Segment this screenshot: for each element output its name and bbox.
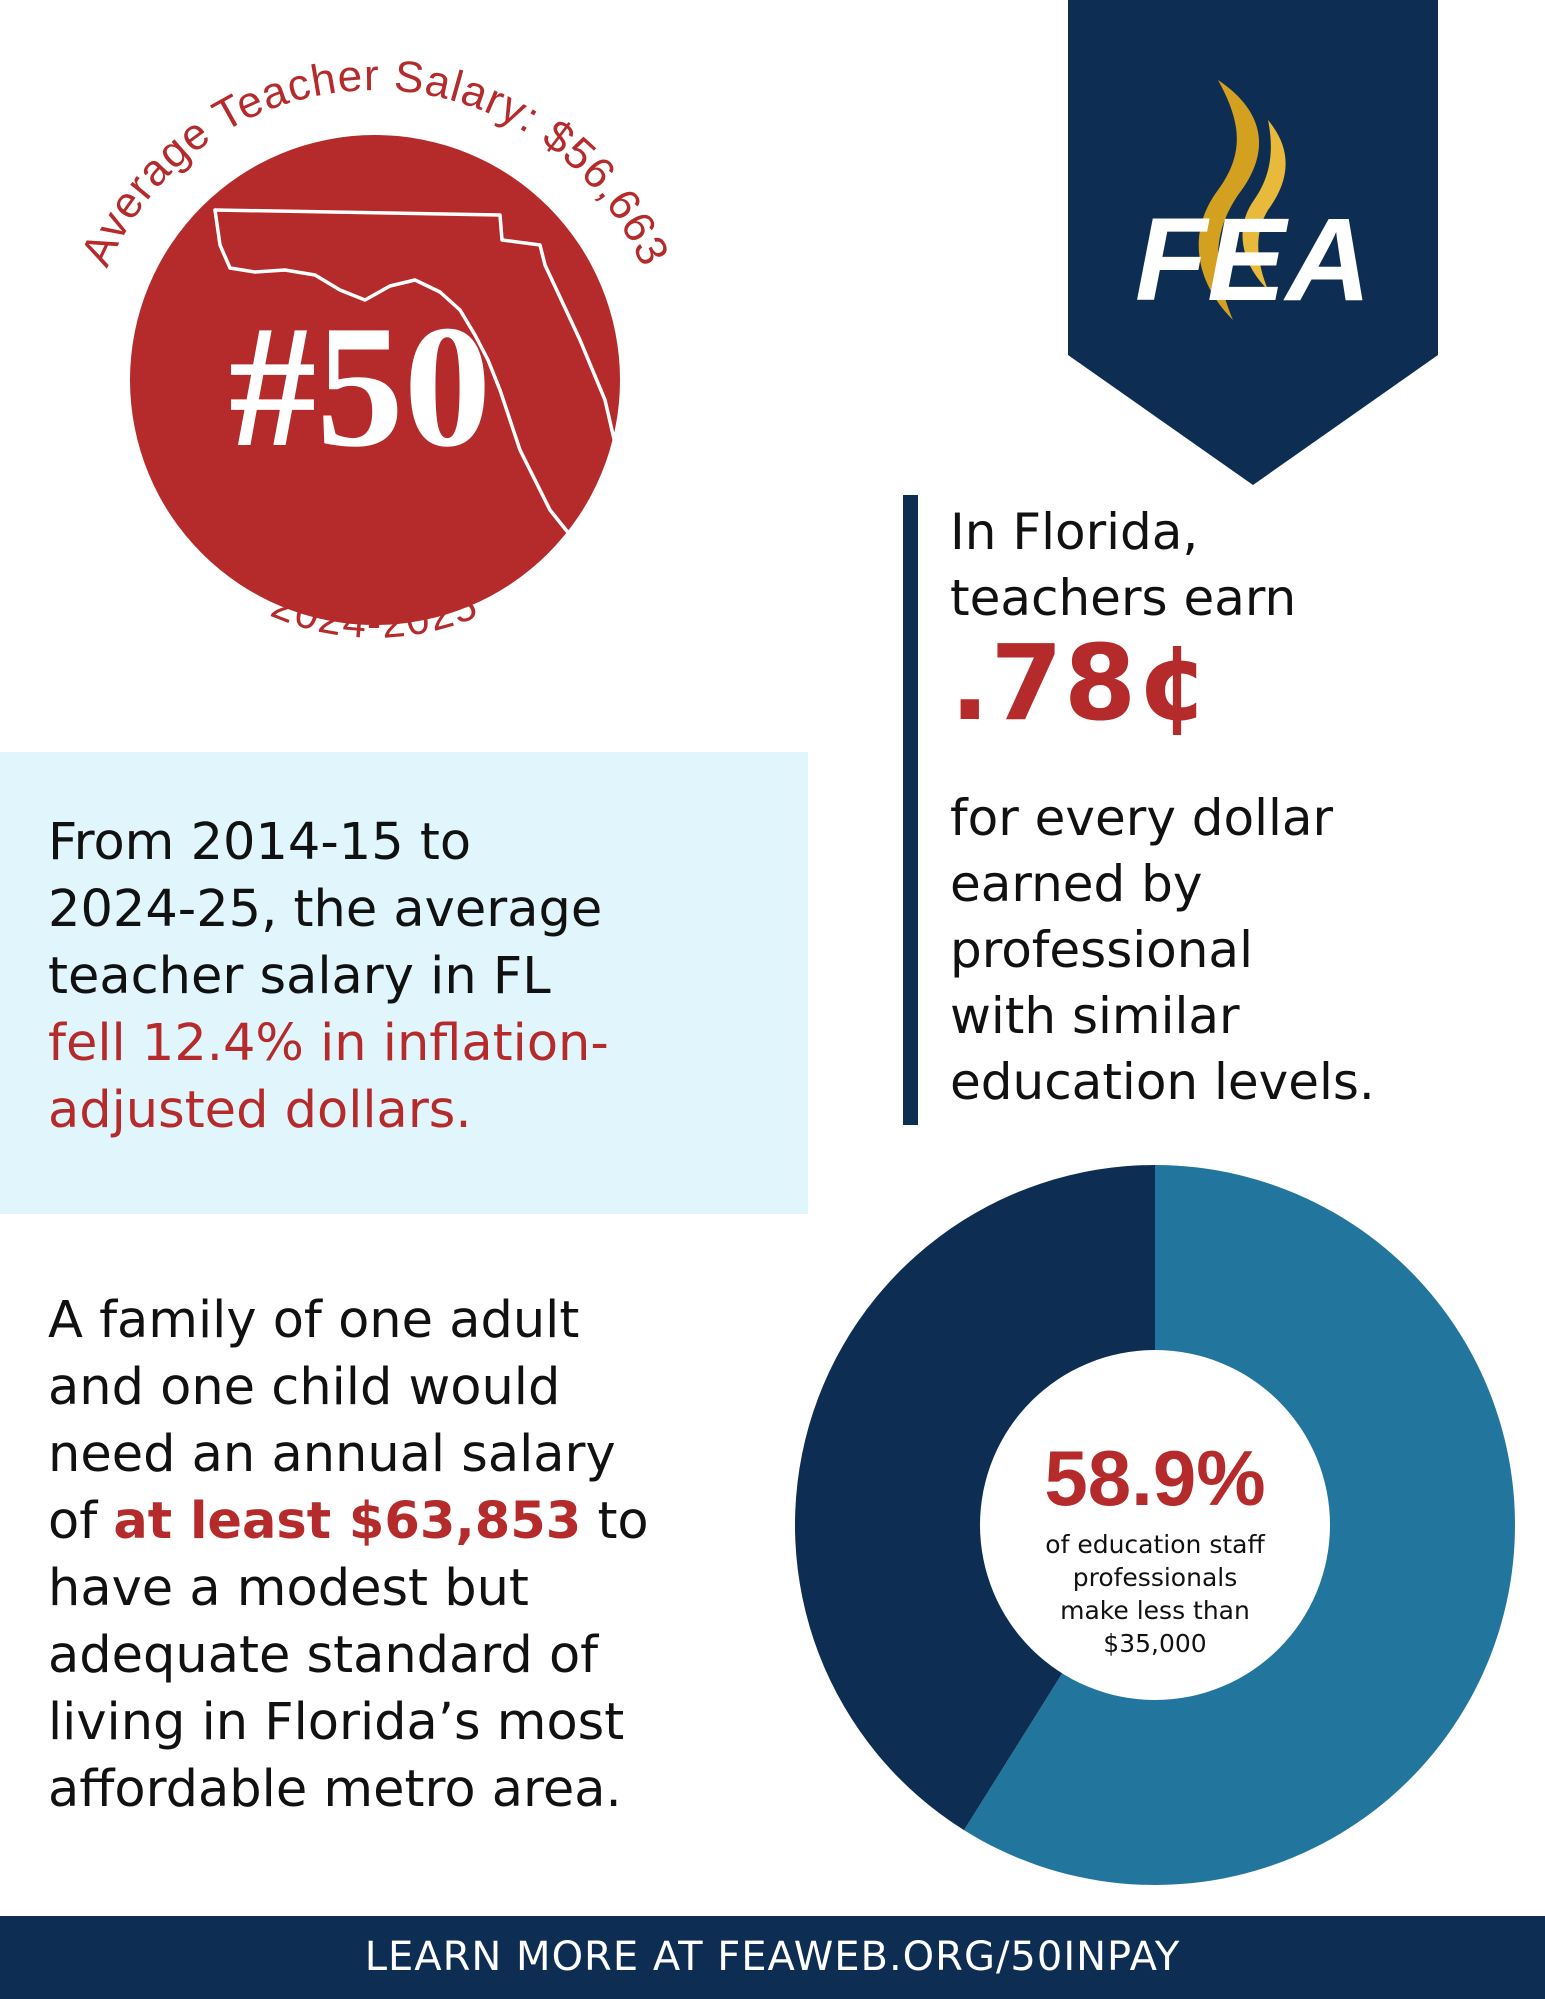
rank-badge (30, 40, 750, 720)
donut-center-label: $35,000 (1103, 1629, 1207, 1658)
family-text-fragment: of (48, 1492, 98, 1551)
badge-arc-text: Average Teacher Salary: $56,663 (71, 51, 679, 274)
family-text-line: affordable metro area. (48, 1760, 622, 1819)
family-text-line: living in Florida’s most (48, 1693, 625, 1752)
cents-value: .78¢ (950, 622, 1211, 744)
accent-bar (903, 495, 918, 1125)
family-salary-paragraph (48, 1287, 808, 1823)
family-text-line (48, 1488, 808, 1555)
footer-link-text[interactable]: LEARN MORE AT FEAWEB.ORG/50INPAY (364, 1934, 1181, 1980)
footer-banner (0, 1916, 1545, 1999)
stat-text-line: In Florida, (950, 503, 1199, 561)
inflation-text-line: From 2014-15 to (48, 813, 472, 872)
stat-text-line: professional (950, 921, 1253, 979)
donut-chart (790, 1160, 1520, 1890)
badge-rank: #50 (228, 289, 492, 483)
inflation-callout (0, 752, 808, 1214)
family-text-line: adequate standard of (48, 1626, 599, 1685)
donut-center-label: of education staff (1045, 1530, 1265, 1559)
stat-text-line: for every dollar (950, 789, 1334, 847)
inflation-highlight-line: adjusted dollars. (48, 1081, 472, 1140)
family-text-line: A family of one adult (48, 1291, 580, 1350)
stat-text-line: education levels. (950, 1053, 1375, 1111)
family-text-line: need an annual salary (48, 1425, 616, 1484)
inflation-text-line: teacher salary in FL (48, 947, 551, 1006)
family-text-line: and one child would (48, 1358, 561, 1417)
salary-highlight: at least $63,853 (113, 1492, 582, 1551)
donut-center-label: make less than (1060, 1596, 1250, 1625)
family-text-line: have a modest but (48, 1559, 529, 1618)
donut-center-label: professionals (1072, 1563, 1238, 1592)
inflation-text-line: 2024-25, the average (48, 880, 603, 939)
stat-text-line: teachers earn (950, 569, 1297, 627)
fea-logo-banner (1068, 0, 1438, 485)
inflation-highlight-line: fell 12.4% in inflation- (48, 1014, 609, 1073)
stat-text-line: earned by (950, 855, 1203, 913)
badge-years: 2024-2025 (265, 579, 485, 647)
stat-text-line: with similar (950, 987, 1240, 1045)
cents-stat (903, 495, 1503, 1125)
family-text-fragment: to (597, 1492, 649, 1551)
fea-logo-text: FEA (1135, 194, 1371, 326)
donut-center-value: 58.9% (1044, 1434, 1266, 1522)
